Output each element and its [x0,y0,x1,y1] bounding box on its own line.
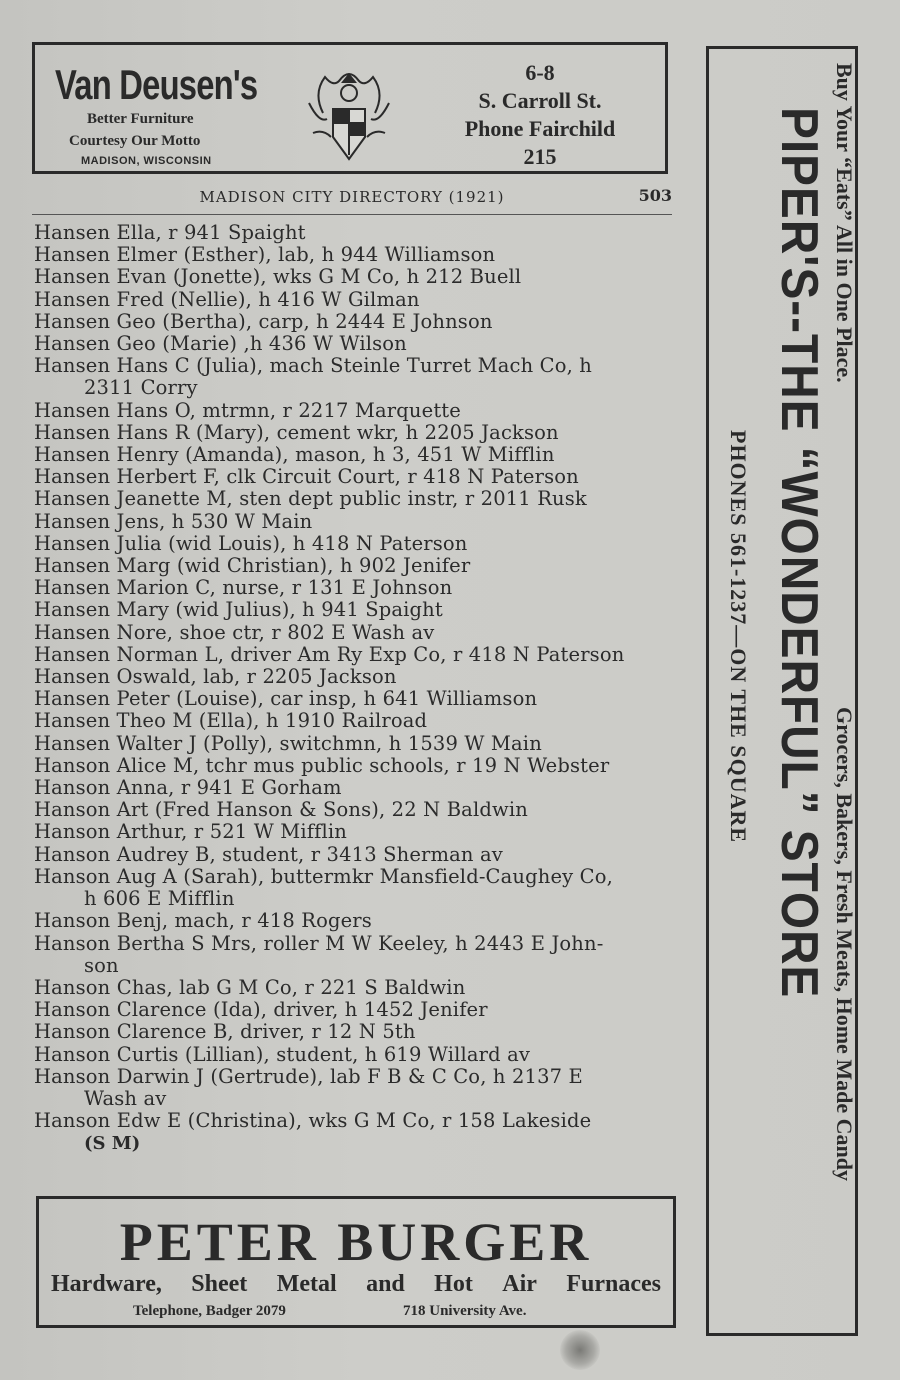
directory-entry [34,599,684,621]
entry-text: Hanson Curtis (Lillian), student, h 619 Willard av [34,1042,531,1066]
ad-address: 718 University Ave. [403,1303,527,1319]
directory-entry [34,755,684,777]
pipers-store-advertisement [706,46,858,1336]
ad-phones: PHONES 561-1237—ON THE SQUARE [726,430,751,844]
ad-telephone: Telephone, Badger 2079 [133,1303,286,1319]
entry-continuation: h 606 E Mifflin [84,887,235,911]
entry-text: Hansen Walter J (Polly), switchmn, h 1539 W Main [34,731,542,755]
entry-text: Hansen Marg (wid Christian), h 902 Jenifer [34,554,471,578]
entry-text: Hansen Hans R (Mary), cement wkr, h 2205 Jackson [34,420,559,444]
entry-text: Hansen Norman L, driver Am Ry Exp Co, r 418 N Paterson [34,642,625,666]
entry-text: Hanson Edw E (Christina), wks G M Co, r 158 Lakeside [34,1109,592,1133]
directory-entry [34,710,684,732]
directory-entry [34,333,684,355]
entry-text: Hansen Nore, shoe ctr, r 802 E Wash av [34,620,435,644]
directory-entry [34,910,684,932]
directory-entry [34,999,684,1021]
ad-service-word: and [366,1271,405,1297]
directory-entry [34,289,684,311]
directory-entry [34,266,684,288]
ad-phone-label: Phone Fairchild [464,116,616,141]
entry-text: Hansen Oswald, lab, r 2205 Jackson [34,665,397,689]
entry-text: Hansen Evan (Jonette), wks G M Co, h 212 Buell [34,265,522,289]
directory-listing [34,222,684,1156]
page-number: 503 [638,186,672,205]
entry-text: Hansen Peter (Louise), car insp, h 641 Williamson [34,687,538,711]
directory-entry [34,666,684,688]
entry-text: Hanson Anna, r 941 E Gorham [34,776,342,800]
directory-entry [34,1021,684,1043]
directory-entry [34,977,684,999]
van-deusens-advertisement [32,42,668,174]
entry-text: Hansen Jens, h 530 W Main [34,509,313,533]
entry-text: Hansen Fred (Nellie), h 416 W Gilman [34,287,420,311]
directory-entry [34,688,684,710]
ad-slogan: Buy Your “Eats” All in One Place. [832,63,857,383]
entry-text: Hanson Clarence (Ida), driver, h 1452 Jenifer [34,998,488,1022]
paper-stain [560,1330,600,1370]
ad-location: MADISON, WISCONSIN [81,155,212,167]
directory-entry [34,622,684,644]
peter-burger-advertisement [36,1196,676,1328]
entry-text: Hanson Chas, lab G M Co, r 221 S Baldwin [34,975,466,999]
entry-text: Hanson Bertha S Mrs, roller M W Keeley, h 2443 E John- [34,931,604,955]
entry-text: Hansen Hans C (Julia), mach Steinle Turret Mach Co, h [34,354,593,378]
entry-text: Hansen Mary (wid Julius), h 941 Spaight [34,598,443,622]
directory-entry [34,488,684,510]
entry-text: Hansen Ella, r 941 Spaight [34,221,306,244]
entry-text: Hansen Jeanette M, sten dept public instr, r 2011 Rusk [34,487,587,511]
entry-text: Hansen Marion C, nurse, r 131 E Johnson [34,576,453,600]
entry-text: Hansen Henry (Amanda), mason, h 3, 451 W Mifflin [34,443,555,467]
rotated-ad-content [713,55,857,1335]
entry-text: Hanson Clarence B, driver, r 12 N 5th [34,1020,416,1044]
entry-text: Hansen Geo (Bertha), carp, h 2444 E Johnson [34,309,493,333]
entry-text: Hansen Elmer (Esther), lab, h 944 Williamson [34,243,496,267]
ad-service-word: Sheet [191,1271,248,1297]
directory-entry [34,1066,684,1110]
entry-text: Hansen Herbert F, clk Circuit Court, r 418 N Paterson [34,465,579,489]
entry-text: Hansen Hans O, mtrmn, r 2217 Marquette [34,398,461,422]
directory-entry [34,799,684,821]
entry-continuation: son [84,953,119,977]
entry-text: Hanson Art (Fred Hanson & Sons), 22 N Baldwin [34,798,528,822]
directory-entry [34,355,684,399]
ad-products: Grocers, Bakers, Fresh Meats, Home Made Candy [832,707,857,1181]
directory-entry [34,777,684,799]
ad-services [51,1271,661,1298]
ad-motto: Courtesy Our Motto [69,133,201,149]
directory-entry [34,400,684,422]
ad-service-word: Furnaces [566,1271,661,1297]
ad-contact [435,59,645,171]
entry-tail: (S M) [84,1133,141,1155]
directory-entry [34,821,684,843]
entry-continuation: Wash av [84,1086,167,1110]
page-header [32,184,672,215]
ad-business-name: Van Deusen's [55,61,258,108]
ad-service-word: Metal [276,1271,337,1297]
directory-entry [34,844,684,866]
entry-text: Hanson Arthur, r 521 W Mifflin [34,820,347,844]
page-title: MADISON CITY DIRECTORY (1921) [199,188,505,206]
directory-entry [34,244,684,266]
directory-entry [34,577,684,599]
directory-entry [34,555,684,577]
entry-text: Hanson Darwin J (Gertrude), lab F B & C Co, h 2137 E [34,1064,583,1088]
directory-entry [34,733,684,755]
entry-text: Hanson Alice M, tchr mus public schools, r 19 N Webster [34,753,610,777]
ad-street: S. Carroll St. [478,88,602,113]
entry-text: Hansen Geo (Marie) ,h 436 W Wilson [34,332,407,356]
coat-of-arms-icon [303,63,395,167]
entry-text: Hanson Aug A (Sarah), buttermkr Mansfield-Caughey Co, [34,864,613,888]
ad-service-word: Hot [434,1271,473,1297]
directory-entry [34,444,684,466]
ad-tagline: Better Furniture [87,111,194,127]
directory-entry [34,511,684,533]
directory-entry [34,644,684,666]
directory-entry [34,311,684,333]
ad-business-name: PETER BURGER [119,1212,593,1272]
entry-text: Hanson Audrey B, student, r 3413 Sherman av [34,842,503,866]
directory-entry [34,533,684,555]
directory-entry [34,1044,684,1066]
ad-business-name: PIPER'S--THE “WONDERFUL” STORE [770,107,828,999]
directory-entry [34,933,684,977]
ad-service-word: Hardware, [51,1271,162,1297]
entry-text: Hansen Julia (wid Louis), h 418 N Paterson [34,531,468,555]
ad-address-number: 6-8 [525,60,555,85]
ad-service-word: Air [502,1271,537,1297]
ad-phone-number: 215 [523,144,557,169]
directory-entry [34,466,684,488]
entry-continuation: 2311 Corry [84,376,198,400]
directory-entry [34,1110,684,1132]
entry-text: Hanson Benj, mach, r 418 Rogers [34,909,372,933]
entry-text: Hansen Theo M (Ella), h 1910 Railroad [34,709,428,733]
directory-entry [34,222,684,244]
directory-entry [34,422,684,444]
directory-entry [34,866,684,910]
